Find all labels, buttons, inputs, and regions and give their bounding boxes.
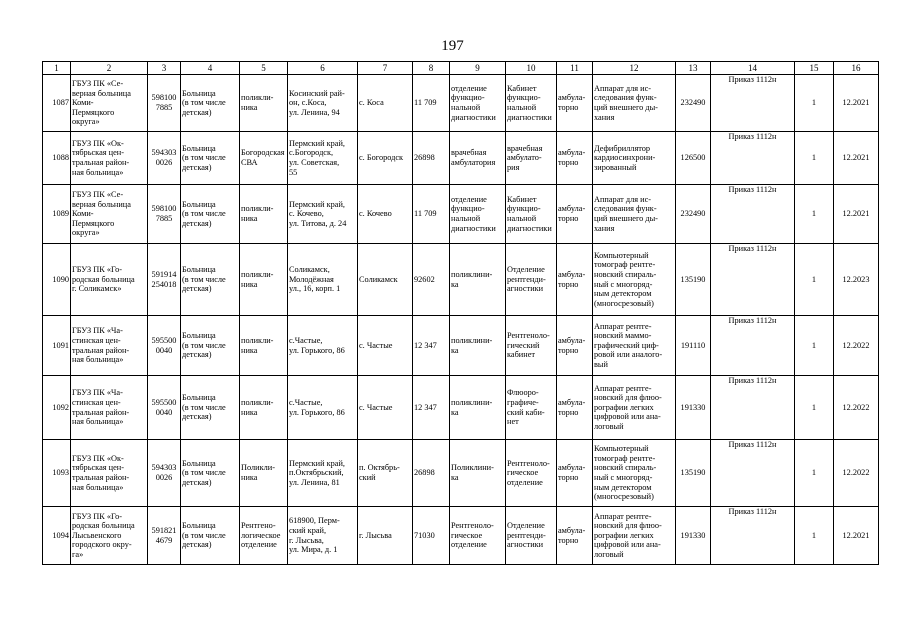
cell-date: 12.2022 (834, 316, 879, 376)
cell-care-form: амбула- торно (557, 507, 593, 565)
cell-code: 191330 (676, 507, 711, 565)
cell-order: Приказ 1112н (711, 132, 795, 185)
cell-organization: ГБУЗ ПК «Ок- тябрьская цен- тральная район- ная больница» (71, 132, 148, 185)
cell-subdivision: Рентгеноло- гическое отделение (450, 507, 506, 565)
cell-equipment: Аппарат рентге- новский маммо- графический циф- ровой или аналого- вый (593, 316, 676, 376)
cell-row-number: 1087 (43, 75, 71, 132)
cell-care-form: амбула- торно (557, 75, 593, 132)
cell-row-number: 1088 (43, 132, 71, 185)
cell-population: 12 347 (413, 376, 450, 440)
cell-row-number: 1089 (43, 185, 71, 244)
cell-population: 11 709 (413, 75, 450, 132)
cell-organization: ГБУЗ ПК «Се- верная больница Коми- Пермяцкого округа» (71, 185, 148, 244)
cell-order: Приказ 1112н (711, 316, 795, 376)
cell-care-form: амбула- торно (557, 376, 593, 440)
cell-population: 26898 (413, 132, 450, 185)
cell-address: с.Частые, ул. Горького, 86 (288, 376, 358, 440)
table-row (43, 132, 879, 185)
cell-locality: г. Лысьва (358, 507, 413, 565)
header-cell-inn: 3 (148, 62, 181, 75)
cell-locality: с. Кочево (358, 185, 413, 244)
cell-quantity: 1 (795, 244, 834, 316)
cell-date: 12.2021 (834, 75, 879, 132)
cell-institution-type: Больница (в том числе детская) (181, 507, 240, 565)
cell-inn: 598100 7885 (148, 75, 181, 132)
cell-inn: 594303 0026 (148, 440, 181, 507)
cell-cabinet: Кабинет функцио- нальной диагностики (506, 75, 557, 132)
cell-care-form: амбула- торно (557, 244, 593, 316)
cell-cabinet: Отделение рентгенди- агностики (506, 507, 557, 565)
header-cell-quantity: 15 (795, 62, 834, 75)
cell-organization: ГБУЗ ПК «Го- родская больница г. Соликамск» (71, 244, 148, 316)
cell-code: 135190 (676, 440, 711, 507)
cell-subdivision: поликлини- ка (450, 316, 506, 376)
header-cell-address: 6 (288, 62, 358, 75)
cell-subdivision: отделение функцио- нальной диагностики (450, 75, 506, 132)
cell-population: 11 709 (413, 185, 450, 244)
cell-date: 12.2022 (834, 440, 879, 507)
cell-department: Поликли- ника (240, 440, 288, 507)
cell-equipment: Аппарат для ис- следования функ- ций внешнего ды- хания (593, 185, 676, 244)
cell-subdivision: отделение функцио- нальной диагностики (450, 185, 506, 244)
cell-subdivision: поликлини- ка (450, 244, 506, 316)
cell-department: поликли- ника (240, 75, 288, 132)
cell-address: Пермский край, с. Кочево, ул. Титова, д. 24 (288, 185, 358, 244)
cell-department: Богородская СВА (240, 132, 288, 185)
cell-date: 12.2023 (834, 244, 879, 316)
header-cell-population: 8 (413, 62, 450, 75)
cell-institution-type: Больница (в том числе детская) (181, 316, 240, 376)
cell-population: 71030 (413, 507, 450, 565)
cell-address: Пермский край, с.Богородск, ул. Советская, 55 (288, 132, 358, 185)
cell-row-number: 1093 (43, 440, 71, 507)
cell-cabinet: Кабинет функцио- нальной диагностики (506, 185, 557, 244)
table-row (43, 507, 879, 565)
cell-equipment: Компьютерный томограф рентге- новский спираль- ный с многоряд- ным детектором (многосрезовый) (593, 440, 676, 507)
cell-quantity: 1 (795, 185, 834, 244)
cell-address: Пермский край, п.Октябрьский, ул. Ленина, 81 (288, 440, 358, 507)
cell-cabinet: врачебная амбулато- рия (506, 132, 557, 185)
cell-equipment: Аппарат рентге- новский для флюо- рографии легких цифровой или ана- логовый (593, 507, 676, 565)
cell-cabinet: Отделение рентгенди- агностики (506, 244, 557, 316)
cell-institution-type: Больница (в том числе детская) (181, 244, 240, 316)
cell-population: 12 347 (413, 316, 450, 376)
cell-code: 126500 (676, 132, 711, 185)
cell-institution-type: Больница (в том числе детская) (181, 75, 240, 132)
cell-date: 12.2021 (834, 507, 879, 565)
cell-subdivision: поликлини- ка (450, 376, 506, 440)
cell-inn: 591914 254018 (148, 244, 181, 316)
cell-code: 232490 (676, 75, 711, 132)
header-cell-date: 16 (834, 62, 879, 75)
cell-quantity: 1 (795, 132, 834, 185)
table-row (43, 376, 879, 440)
cell-address: Косинский рай- он, с.Коса, ул. Ленина, 94 (288, 75, 358, 132)
table-row (43, 440, 879, 507)
header-cell-department: 5 (240, 62, 288, 75)
cell-population: 26898 (413, 440, 450, 507)
cell-care-form: амбула- торно (557, 440, 593, 507)
cell-date: 12.2021 (834, 132, 879, 185)
cell-quantity: 1 (795, 376, 834, 440)
cell-equipment: Компьютерный томограф рентге- новский спираль- ный с многоряд- ным детектором (многосрезовый) (593, 244, 676, 316)
cell-row-number: 1090 (43, 244, 71, 316)
header-cell-cabinet: 10 (506, 62, 557, 75)
cell-organization: ГБУЗ ПК «Ча- стинская цен- тральная район- ная больница» (71, 376, 148, 440)
cell-department: Рентгено- логическое отделение (240, 507, 288, 565)
cell-institution-type: Больница (в том числе детская) (181, 132, 240, 185)
table-row (43, 185, 879, 244)
cell-quantity: 1 (795, 507, 834, 565)
cell-order: Приказ 1112н (711, 244, 795, 316)
cell-date: 12.2021 (834, 185, 879, 244)
cell-population: 92602 (413, 244, 450, 316)
cell-locality: п. Октябрь- ский (358, 440, 413, 507)
cell-code: 191110 (676, 316, 711, 376)
cell-department: поликли- ника (240, 185, 288, 244)
header-cell-order: 14 (711, 62, 795, 75)
cell-cabinet: Рентгеноло- гическое отделение (506, 440, 557, 507)
cell-quantity: 1 (795, 440, 834, 507)
header-cell-locality: 7 (358, 62, 413, 75)
cell-equipment: Дефибриллятор кардиосинхрони- зированный (593, 132, 676, 185)
cell-equipment: Аппарат рентге- новский для флюо- рографии легких цифровой или ана- логовый (593, 376, 676, 440)
cell-locality: Соликамск (358, 244, 413, 316)
cell-address: с.Частые, ул. Горького, 86 (288, 316, 358, 376)
cell-department: поликли- ника (240, 244, 288, 316)
header-cell-care-form: 11 (557, 62, 593, 75)
cell-organization: ГБУЗ ПК «Ок- тябрьская цен- тральная район- ная больница» (71, 440, 148, 507)
cell-locality: с. Коса (358, 75, 413, 132)
cell-subdivision: Поликлини- ка (450, 440, 506, 507)
cell-inn: 591821 4679 (148, 507, 181, 565)
cell-order: Приказ 1112н (711, 185, 795, 244)
header-cell-institution-type: 4 (181, 62, 240, 75)
cell-date: 12.2022 (834, 376, 879, 440)
cell-inn: 598100 7885 (148, 185, 181, 244)
cell-cabinet: Флюоро- графиче- ский каби- нет (506, 376, 557, 440)
cell-row-number: 1091 (43, 316, 71, 376)
cell-inn: 594303 0026 (148, 132, 181, 185)
header-cell-equipment: 12 (593, 62, 676, 75)
table-row (43, 316, 879, 376)
cell-care-form: амбула- торно (557, 316, 593, 376)
cell-code: 232490 (676, 185, 711, 244)
equipment-table (42, 61, 879, 565)
cell-institution-type: Больница (в том числе детская) (181, 185, 240, 244)
cell-inn: 595500 0040 (148, 376, 181, 440)
header-cell-organization: 2 (71, 62, 148, 75)
page-number: 197 (441, 38, 464, 54)
header-cell-subdivision: 9 (450, 62, 506, 75)
cell-organization: ГБУЗ ПК «Ча- стинская цен- тральная район- ная больница» (71, 316, 148, 376)
cell-equipment: Аппарат для ис- следования функ- ций внешнего ды- хания (593, 75, 676, 132)
table-row (43, 75, 879, 132)
header-cell-code: 13 (676, 62, 711, 75)
table-row (43, 244, 879, 316)
cell-order: Приказ 1112н (711, 507, 795, 565)
cell-organization: ГБУЗ ПК «Се- верная больница Коми- Пермяцкого округа» (71, 75, 148, 132)
cell-care-form: амбула- торно (557, 132, 593, 185)
cell-department: поликли- ника (240, 376, 288, 440)
cell-organization: ГБУЗ ПК «Го- родская больница Лысьвенского городского окру- га» (71, 507, 148, 565)
cell-institution-type: Больница (в том числе детская) (181, 376, 240, 440)
cell-department: поликли- ника (240, 316, 288, 376)
cell-code: 135190 (676, 244, 711, 316)
cell-locality: с. Частые (358, 316, 413, 376)
cell-address: 618900, Перм- ский край, г. Лысьва, ул. Мира, д. 1 (288, 507, 358, 565)
cell-institution-type: Больница (в том числе детская) (181, 440, 240, 507)
header-cell-row-number: 1 (43, 62, 71, 75)
cell-cabinet: Рентгеноло- гический кабинет (506, 316, 557, 376)
cell-inn: 595500 0040 (148, 316, 181, 376)
cell-order: Приказ 1112н (711, 440, 795, 507)
cell-quantity: 1 (795, 75, 834, 132)
cell-address: Соликамск, Молодёжная ул., 16, корп. 1 (288, 244, 358, 316)
cell-subdivision: врачебная амбулатория (450, 132, 506, 185)
cell-code: 191330 (676, 376, 711, 440)
cell-locality: с. Частые (358, 376, 413, 440)
cell-quantity: 1 (795, 316, 834, 376)
cell-locality: с. Богородск (358, 132, 413, 185)
header-row (43, 62, 879, 75)
cell-row-number: 1094 (43, 507, 71, 565)
cell-row-number: 1092 (43, 376, 71, 440)
cell-order: Приказ 1112н (711, 75, 795, 132)
cell-care-form: амбула- торно (557, 185, 593, 244)
cell-order: Приказ 1112н (711, 376, 795, 440)
